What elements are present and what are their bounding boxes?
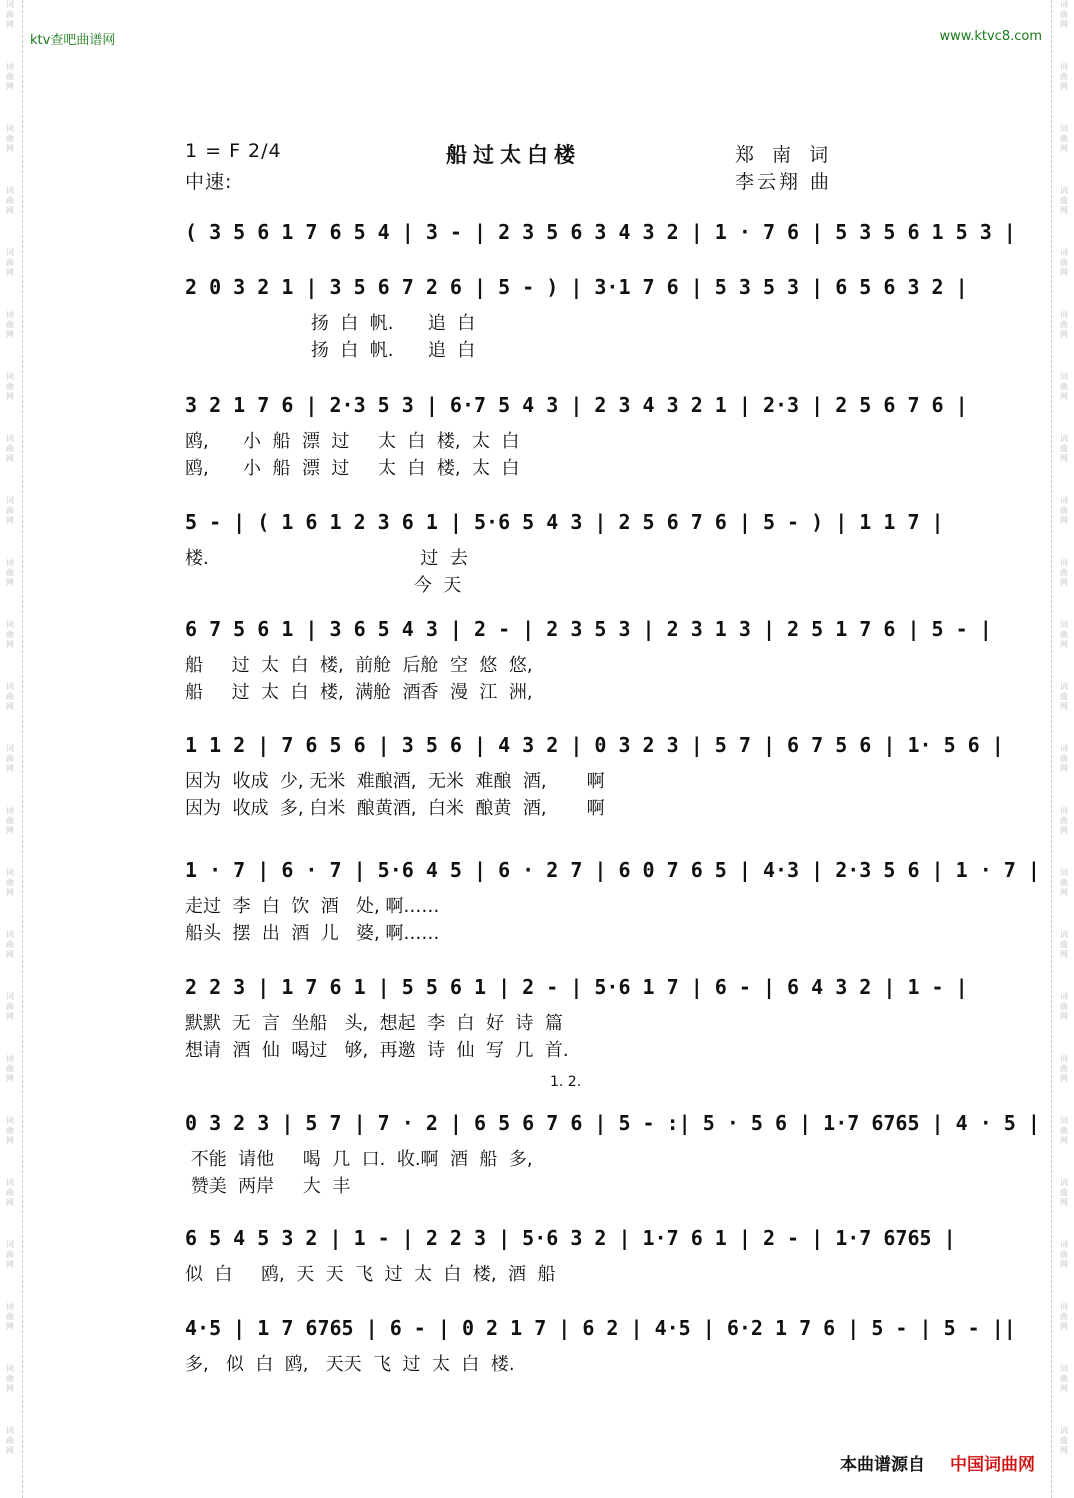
lyric-line: 不能 请他 喝 几 口. 收.啊 酒 船 多, [185, 1149, 533, 1170]
lyric-line: 扬 白 帆. 追 白 [185, 313, 476, 334]
notation-line: 6 7 5 6 1 | 3 6 5 4 3 | 2 - | 2 3 5 3 | 2 3 1 3 | 2 5 1 7 6 | 5 - | [185, 617, 992, 641]
lyric-line: 默默 无 言 坐船 头, 想起 李 白 好 诗 篇 [185, 1013, 563, 1034]
notation-line: ( 3 5 6 1 7 6 5 4 | 3 - | 2 3 5 6 3 4 3 2 | 1 · 7 6 | 5 3 5 6 1 5 3 | [185, 220, 1016, 244]
side-watermark: 词曲网 [6, 124, 14, 153]
side-watermark: 词曲网 [6, 434, 14, 463]
lyric-line: 因为 收成 少, 无米 难酿酒, 无米 难酿 酒, 啊 [185, 771, 605, 792]
side-watermark: 词曲网 [1060, 1240, 1068, 1269]
side-watermark: 词曲网 [6, 1426, 14, 1455]
volta-endings: 1. 2. [550, 1074, 582, 1090]
side-watermark: 词曲网 [6, 806, 14, 835]
side-watermark: 词曲网 [1060, 744, 1068, 773]
site-header-right[interactable]: www.ktvc8.com [939, 29, 1042, 44]
lyric-line: 船 过 太 白 楼, 满舱 酒香 漫 江 洲, [185, 682, 533, 703]
lyric-line: 楼. 过 去 [185, 548, 468, 569]
side-watermark: 词曲网 [1060, 992, 1068, 1021]
side-watermark: 词曲网 [1060, 62, 1068, 91]
side-watermark: 词曲网 [1060, 620, 1068, 649]
side-watermark: 词曲网 [1060, 248, 1068, 277]
side-watermark: 词曲网 [6, 1116, 14, 1145]
side-watermark: 词曲网 [6, 1302, 14, 1331]
side-watermark: 词曲网 [1060, 1426, 1068, 1455]
side-watermark: 词曲网 [6, 620, 14, 649]
notation-line: 6 5 4 5 3 2 | 1 - | 2 2 3 | 5·6 3 2 | 1·7 6 1 | 2 - | 1·7 6765 | [185, 1226, 956, 1250]
notation-line: 2 0 3 2 1 | 3 5 6 7 2 6 | 5 - ) | 3·1 7 6 | 5 3 5 3 | 6 5 6 3 2 | [185, 275, 968, 299]
side-watermark: 词曲网 [6, 496, 14, 525]
footer-source-name[interactable]: 中国词曲网 [950, 1455, 1035, 1475]
notation-line: 1 1 2 | 7 6 5 6 | 3 5 6 | 4 3 2 | 0 3 2 3 | 5 7 | 6 7 5 6 | 1· 5 6 | [185, 733, 1004, 757]
side-watermark: 词曲网 [6, 1054, 14, 1083]
side-watermark: 词曲网 [1060, 1054, 1068, 1083]
side-watermark: 词曲网 [6, 186, 14, 215]
lyric-line: 走过 李 白 饮 酒 处, 啊…… [185, 896, 440, 917]
notation-line: 2 2 3 | 1 7 6 1 | 5 5 6 1 | 2 - | 5·6 1 7 | 6 - | 6 4 3 2 | 1 - | [185, 975, 968, 999]
tempo-marking: 中速: [185, 171, 233, 193]
lyric-line: 赞美 两岸 大 丰 [185, 1176, 351, 1197]
song-title: 船过太白楼 [446, 143, 581, 167]
side-watermark: 词曲网 [1060, 1364, 1068, 1393]
side-watermark: 词曲网 [6, 1364, 14, 1393]
side-watermark: 词曲网 [1060, 372, 1068, 401]
site-header-left[interactable]: ktv查吧曲谱网 [30, 33, 116, 48]
footer-source-label: 本曲谱源自 [840, 1455, 925, 1475]
notation-line: 0 3 2 3 | 5 7 | 7 · 2 | 6 5 6 7 6 | 5 - :| 5 · 5 6 | 1·7 6765 | 4 · 5 | [185, 1111, 1040, 1135]
composer-credit: 李云翔 曲 [735, 171, 833, 193]
side-watermark: 词曲网 [1060, 434, 1068, 463]
side-watermark: 词曲网 [6, 1178, 14, 1207]
side-watermark: 词曲网 [1060, 124, 1068, 153]
side-watermark: 词曲网 [6, 930, 14, 959]
lyric-line: 扬 白 帆. 追 白 [185, 340, 476, 361]
lyric-line: 鸥, 小 船 漂 过 太 白 楼, 太 白 [185, 458, 520, 479]
side-watermark: 词曲网 [1060, 682, 1068, 711]
lyric-line: 鸥, 小 船 漂 过 太 白 楼, 太 白 [185, 431, 520, 452]
side-watermark: 词曲网 [6, 558, 14, 587]
side-watermark: 词曲网 [6, 310, 14, 339]
notation-line: 1 · 7 | 6 · 7 | 5·6 4 5 | 6 · 2 7 | 6 0 7 6 5 | 4·3 | 2·3 5 6 | 1 · 7 | [185, 858, 1040, 882]
key-signature: 1 = F 2/4 [185, 140, 282, 162]
side-watermark: 词曲网 [1060, 1116, 1068, 1145]
side-watermark: 词曲网 [6, 1240, 14, 1269]
side-watermark: 词曲网 [1060, 496, 1068, 525]
lyricist-credit: 郑 南 词 [735, 144, 835, 166]
notation-line: 5 - | ( 1 6 1 2 3 6 1 | 5·6 5 4 3 | 2 5 6 7 6 | 5 - ) | 1 1 7 | [185, 510, 944, 534]
side-watermark: 词曲网 [6, 744, 14, 773]
notation-line: 3 2 1 7 6 | 2·3 5 3 | 6·7 5 4 3 | 2 3 4 3 2 1 | 2·3 | 2 5 6 7 6 | [185, 393, 968, 417]
side-watermark: 词曲网 [6, 248, 14, 277]
side-watermark: 词曲网 [1060, 558, 1068, 587]
lyric-line: 多, 似 白 鸥, 天天 飞 过 太 白 楼. [185, 1354, 515, 1375]
lyric-line: 船头 摆 出 酒 儿 婆, 啊…… [185, 923, 440, 944]
side-watermark: 词曲网 [6, 62, 14, 91]
side-watermark: 词曲网 [1060, 868, 1068, 897]
lyric-line: 似 白 鸥, 天 天 飞 过 太 白 楼, 酒 船 [185, 1264, 556, 1285]
side-watermark: 词曲网 [1060, 0, 1068, 29]
lyric-line: 船 过 太 白 楼, 前舱 后舱 空 悠 悠, [185, 655, 533, 676]
side-watermark: 词曲网 [6, 0, 14, 29]
side-watermark: 词曲网 [6, 868, 14, 897]
notation-line: 4·5 | 1 7 6765 | 6 - | 0 2 1 7 | 6 2 | 4·5 | 6·2 1 7 6 | 5 - | 5 - || [185, 1316, 1016, 1340]
lyric-line: 今 天 [185, 575, 462, 596]
lyric-line: 想请 酒 仙 喝过 够, 再邀 诗 仙 写 几 首. [185, 1040, 569, 1061]
lyric-line: 因为 收成 多, 白米 酿黄酒, 白米 酿黄 酒, 啊 [185, 798, 605, 819]
side-watermark: 词曲网 [1060, 1302, 1068, 1331]
side-watermark: 词曲网 [1060, 806, 1068, 835]
side-watermark: 词曲网 [6, 992, 14, 1021]
side-watermark: 词曲网 [6, 372, 14, 401]
side-watermark: 词曲网 [6, 682, 14, 711]
side-watermark: 词曲网 [1060, 1178, 1068, 1207]
side-watermark: 词曲网 [1060, 930, 1068, 959]
side-watermark: 词曲网 [1060, 310, 1068, 339]
side-watermark: 词曲网 [1060, 186, 1068, 215]
